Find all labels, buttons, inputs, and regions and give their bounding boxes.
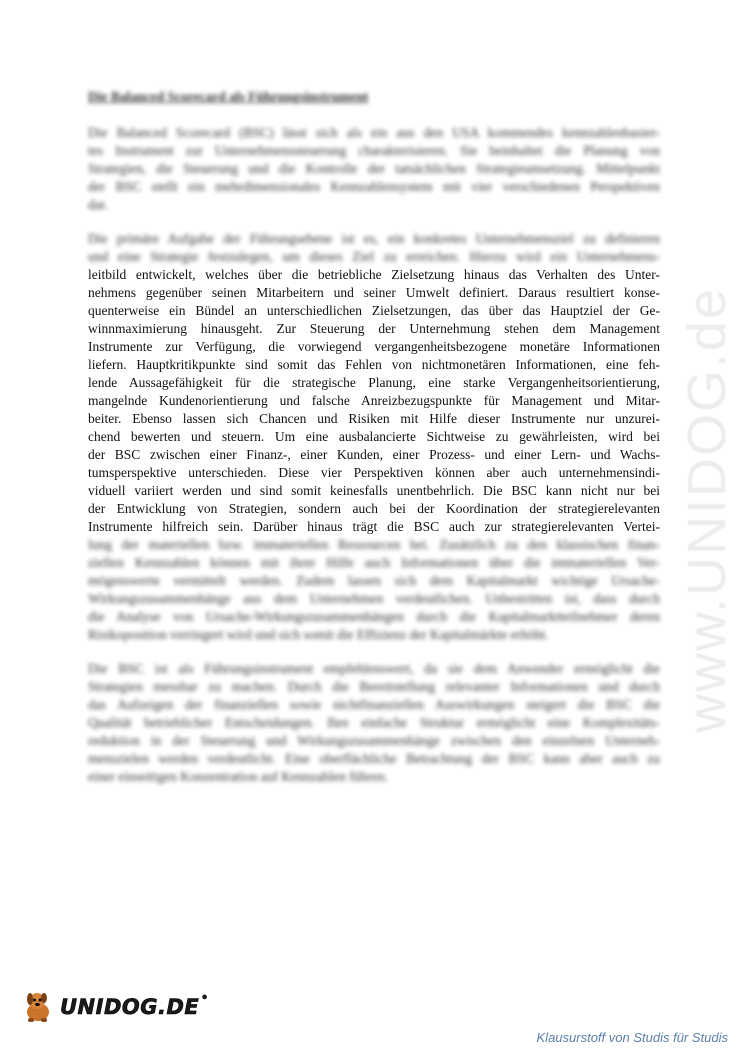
text-line: der BSC stellt ein mehrdimensionales Kennzahlensystem mit vier verschiedenen Perspektiven xyxy=(88,179,660,194)
text-line: Strategien, die Steuerung und die Kontrolle der tatsächlichen Strategieumsetzung. Mittelpunkt xyxy=(88,161,660,176)
paragraph-2-clear xyxy=(88,266,660,536)
paragraph-2 xyxy=(88,230,660,644)
text-line: tes Instrument zur Unternehmenssteuerung charakterisieren. Sie beinhaltet die Planung von xyxy=(88,143,660,158)
text-line: viduell variiert werden und sind somit keinesfalls unentbehrlich. Die BSC kann nicht nur bei xyxy=(88,483,660,498)
text-line: dar. xyxy=(88,197,108,212)
text-line: Wirkungszusammenhänge aus dem Unternehmen verdeutlichen. Unbestritten ist, dass durch xyxy=(88,591,660,606)
text-line: lende Aussagefähigkeit für die strategische Planung, eine starke Vergangenheitsorientierung, xyxy=(88,375,660,390)
watermark xyxy=(672,250,742,770)
text-line: das Aufzeigen der finanziellen sowie nichtfinanziellen Auswirkungen steigert die BSC die xyxy=(88,697,660,712)
text-line: einer einseitigen Konzentration auf Kennzahlen führen. xyxy=(88,769,388,784)
footer-tagline: Klausurstoff von Studis für Studis xyxy=(536,1030,728,1045)
text-line: mangelnde Kundenorientierung und falsche Anreizbezugspunkte für Management und Mitar- xyxy=(88,393,660,408)
text-line: leitbild entwickelt, welches über die betriebliche Zielsetzung hinaus das Verhalten des Unter- xyxy=(88,267,660,282)
document-body xyxy=(88,88,660,802)
text-line: Qualität betrieblicher Entscheidungen. Ihre einfache Struktur ermöglicht eine Komplexitäts- xyxy=(88,715,660,730)
text-line: Die Balanced Scorecard (BSC) lässt sich als ein aus den USA kommendes kennzahlenbasier- xyxy=(88,125,660,140)
text-line: chend bewerten und steuern. Um eine ausbalancierte Sichtweise zu gewährleisten, wird bei xyxy=(88,429,660,444)
text-line: liefern. Hauptkritikpunkte sind somit das Fehlen von nichtmonetären Informationen, eine feh- xyxy=(88,357,660,372)
text-line: Die primäre Aufgabe der Führungsebene ist es, ein konkretes Unternehmensziel zu definieren xyxy=(88,231,660,246)
text-line: der Entwicklung von Strategien, sondern auch bei der Koordination der strategierelevanten xyxy=(88,501,660,516)
text-line: ziellen Kennzahlen können mit ihrer Hilfe auch Informationen über die immateriellen Ver- xyxy=(88,555,660,570)
text-line: nehmens gegenüber seinen Mitarbeitern und seiner Umwelt definiert. Daraus resultiert konse- xyxy=(88,285,660,300)
document-heading: Die Balanced Scorecard als Führungsinstrument xyxy=(88,89,369,104)
text-line: die Analyse von Ursache-Wirkungszusammenhängen durch die Kapitalmarktteilnehmer deren xyxy=(88,609,660,624)
unidog-logo[interactable] xyxy=(22,990,208,1024)
text-line: quenterweise ein Bündel an unterschiedlichen Zielsetzungen, das über das Hauptziel der Ge- xyxy=(88,303,660,318)
text-line: Instrumente hilfreich sein. Darüber hinaus trägt die BSC auch zur strategierelevanten Vertei- xyxy=(88,519,660,534)
text-line: tumsperspektive unterschieden. Diese vier Perspektiven können aber auch unternehmensindi- xyxy=(88,465,660,480)
text-line: Risikoposition verringert wird und sich somit die Effizienz der Kapitalmärkte erhöht. xyxy=(88,627,549,642)
text-line: winnmaximierung hinausgeht. Zur Steuerung der Unternehmung stehen dem Management xyxy=(88,321,660,336)
text-line: der BSC zwischen einer Finanz-, einer Kunden, einer Prozess- und einer Lern- und Wachs- xyxy=(88,447,660,462)
logo-text: UNIDOG.DE xyxy=(60,995,200,1019)
text-line: Die BSC ist als Führungsinstrument empfehlenswert, da sie dem Anwender ermöglicht die xyxy=(88,661,660,676)
text-line: Instrumente zur Verfügung, die vorwiegend vergangenheitsbezogene monetäre Informationen xyxy=(88,339,660,354)
text-line: Strategien messbar zu machen. Durch die Bereitstellung relevanter Informationen und durch xyxy=(88,679,660,694)
text-line: reduktion in der Steuerung und Wirkungszusammenhänge zwischen den einzelnen Unterneh- xyxy=(88,733,660,748)
paragraph-2-blurred-top xyxy=(88,230,660,266)
text-line: beiter. Ebenso lassen sich Chancen und Risiken mit Hilfe dieser Instrumente nur unzurei- xyxy=(88,411,660,426)
paragraph-2-blurred-bottom xyxy=(88,536,660,644)
paragraph-1 xyxy=(88,124,660,214)
text-line: lung der materiellen bzw. immateriellen Ressourcen bei. Zusätzlich zu den klassischen finan- xyxy=(88,537,660,552)
text-line: menszielen werden verdeutlicht. Eine oberflächliche Betrachtung der BSC kann aber auch zu xyxy=(88,751,660,766)
text-line: und eine Strategie festzulegen, um dieses Ziel zu erreichen. Hierzu wird ein Unternehmens- xyxy=(88,249,660,264)
watermark-text: www.UNIDOG.de xyxy=(677,286,737,734)
text-line: mögenswerte vermittelt werden. Zudem lassen sich dem Kapitalmarkt wichtige Ursache- xyxy=(88,573,660,588)
paw-icon: ● xyxy=(201,991,208,1003)
paragraph-3 xyxy=(88,660,660,786)
dog-mascot-icon xyxy=(22,990,54,1024)
